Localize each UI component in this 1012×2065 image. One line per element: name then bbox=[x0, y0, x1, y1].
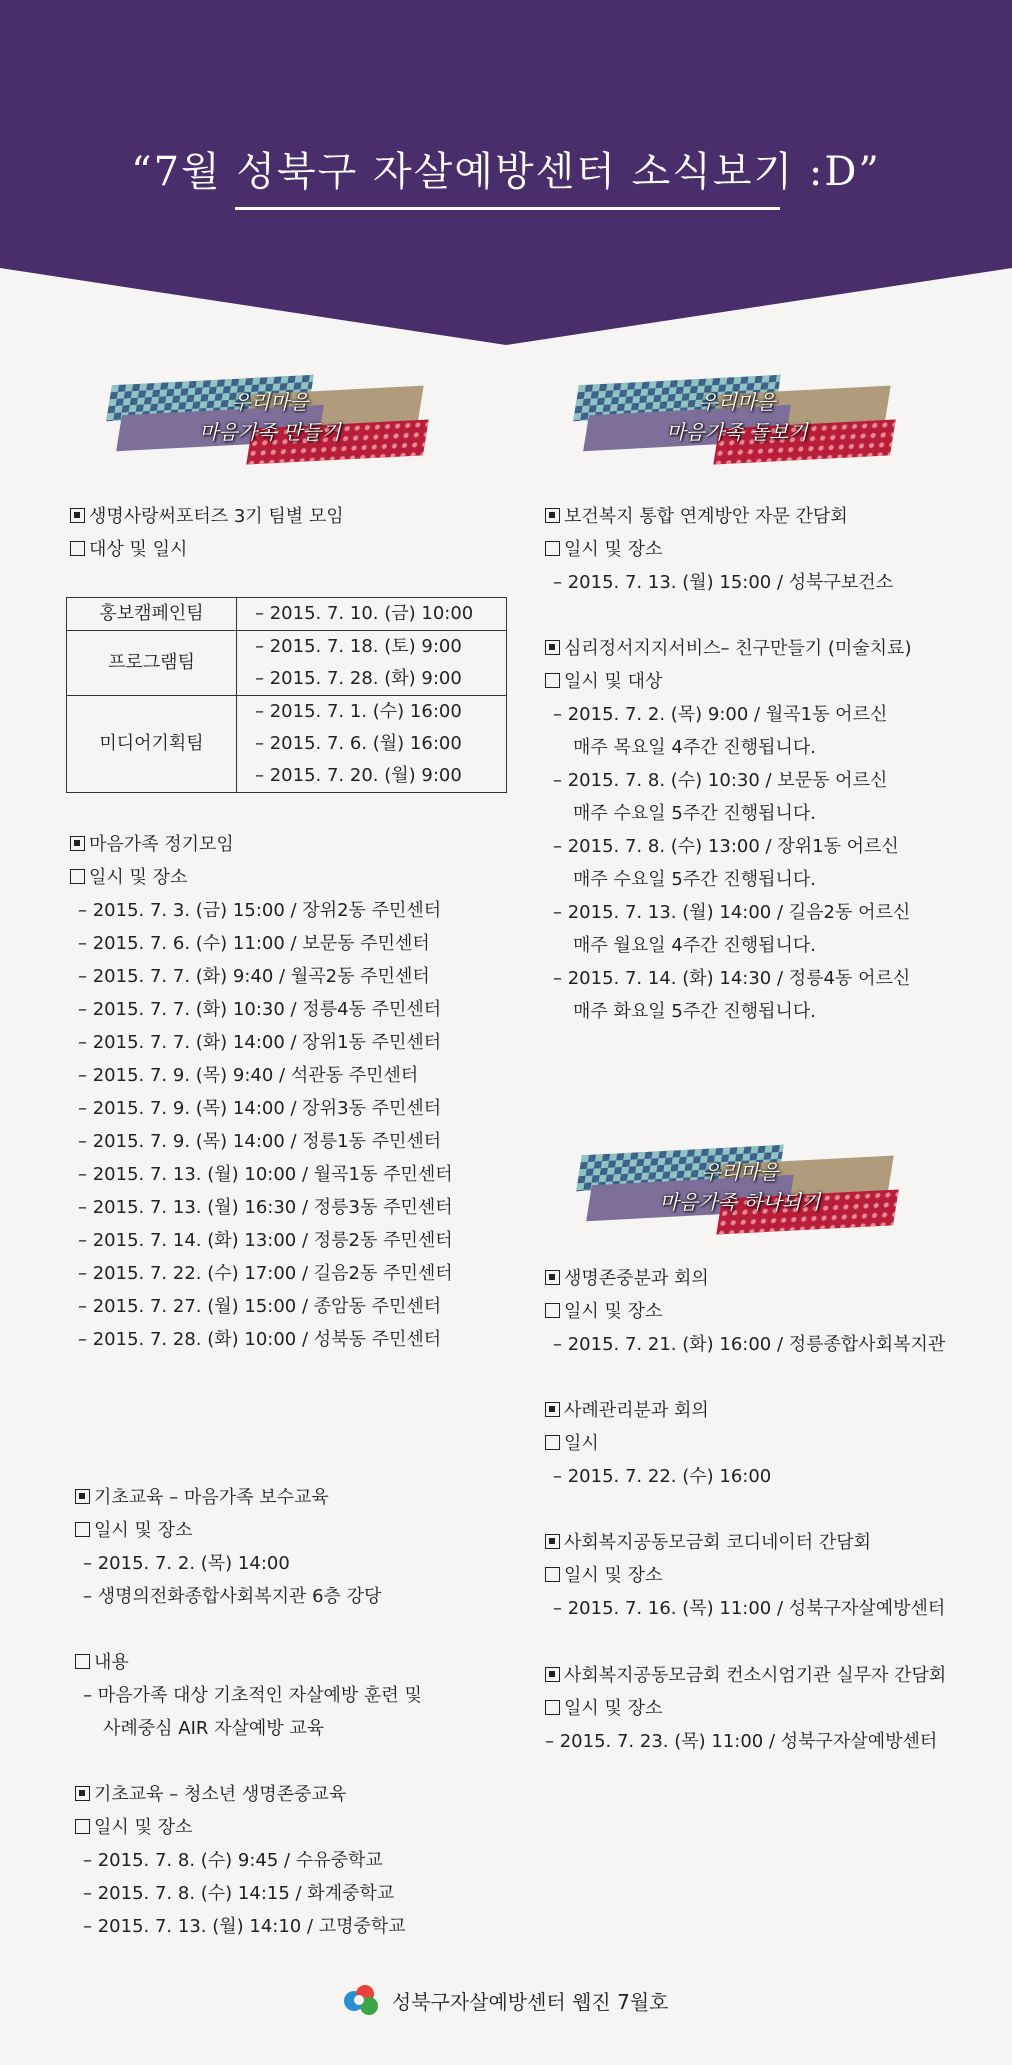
filled-square-icon bbox=[545, 1402, 560, 1417]
list-item: – 2015. 7. 27. (월) 15:00 / 종암동 주민센터 bbox=[78, 1296, 442, 1317]
section-sub: 내용 bbox=[94, 1652, 129, 1673]
page-title: “7월 성북구 자살예방센터 소식보기 :D” bbox=[131, 149, 881, 195]
section-refresher-training bbox=[75, 1481, 422, 1745]
header-banner bbox=[0, 0, 1012, 345]
filled-square-icon bbox=[75, 1489, 90, 1504]
ribbon-make bbox=[100, 372, 440, 472]
ribbon-line2: 마음가족 만들기 bbox=[199, 420, 341, 444]
section-sub: 대상 및 일시 bbox=[89, 539, 188, 560]
filled-square-icon bbox=[545, 1270, 560, 1285]
team-date: – 2015. 7. 18. (토) 9:00 bbox=[255, 636, 462, 657]
table-row bbox=[67, 631, 507, 696]
filled-square-icon bbox=[545, 640, 560, 655]
ribbon-care bbox=[567, 372, 907, 472]
list-item: – 2015. 7. 9. (목) 14:00 / 정릉1동 주민센터 bbox=[78, 1131, 442, 1152]
list-item-note: 매주 화요일 5주간 진행됩니다. bbox=[573, 1001, 816, 1022]
team-date: – 2015. 7. 10. (금) 10:00 bbox=[255, 603, 474, 624]
square-icon bbox=[545, 673, 560, 688]
square-icon bbox=[545, 1303, 560, 1318]
content-line: – 마음가족 대상 기초적인 자살예방 훈련 및 bbox=[83, 1685, 422, 1706]
title-underline bbox=[235, 207, 780, 210]
list-item: – 2015. 7. 8. (수) 9:45 / 수유중학교 bbox=[83, 1850, 383, 1871]
team-name: 홍보캠페인팀 bbox=[67, 598, 237, 631]
section-sub: 일시 및 장소 bbox=[94, 1520, 193, 1541]
team-name: 프로그램팀 bbox=[67, 631, 237, 696]
section-title: 심리정서지지서비스– 친구만들기 (미술치료) bbox=[564, 638, 912, 659]
list-item: – 2015. 7. 9. (목) 9:40 / 석관동 주민센터 bbox=[78, 1065, 419, 1086]
list-item: – 2015. 7. 6. (수) 11:00 / 보문동 주민센터 bbox=[78, 933, 430, 954]
ribbon-line1: 우리마을 bbox=[231, 390, 309, 414]
footer bbox=[0, 1985, 1012, 2015]
list-item: – 2015. 7. 22. (수) 16:00 bbox=[553, 1466, 772, 1487]
ribbon-line1: 우리마을 bbox=[701, 1160, 779, 1184]
section-youth-training bbox=[75, 1778, 406, 1943]
list-item: – 2015. 7. 13. (월) 14:00 / 길음2동 어르신 bbox=[553, 902, 911, 923]
list-item-note: 매주 월요일 4주간 진행됩니다. bbox=[573, 935, 816, 956]
list-item: – 2015. 7. 14. (화) 13:00 / 정릉2동 주민센터 bbox=[78, 1230, 453, 1251]
square-icon bbox=[545, 541, 560, 556]
ribbon-line2: 마음가족 하나되기 bbox=[659, 1190, 821, 1214]
list-item: – 2015. 7. 13. (월) 14:10 / 고명중학교 bbox=[83, 1916, 406, 1937]
section-title: 사회복지공동모금회 코디네이터 간담회 bbox=[564, 1532, 872, 1553]
list-item: – 생명의전화종합사회복지관 6층 강당 bbox=[83, 1586, 382, 1607]
section-sub: 일시 및 장소 bbox=[564, 1565, 663, 1586]
section-title: 사례관리분과 회의 bbox=[564, 1400, 709, 1421]
filled-square-icon bbox=[545, 1534, 560, 1549]
filled-square-icon bbox=[545, 508, 560, 523]
section-life-respect-meeting bbox=[545, 1262, 945, 1361]
square-icon bbox=[75, 1654, 90, 1669]
section-title: 생명사랑써포터즈 3기 팀별 모임 bbox=[89, 506, 344, 527]
table-row bbox=[67, 598, 507, 631]
list-item: – 2015. 7. 7. (화) 9:40 / 월곡2동 주민센터 bbox=[78, 966, 430, 987]
team-date: – 2015. 7. 6. (월) 16:00 bbox=[255, 733, 462, 754]
section-consortium-meeting bbox=[545, 1659, 946, 1758]
section-sub: 일시 및 장소 bbox=[564, 1698, 663, 1719]
square-icon bbox=[545, 1567, 560, 1582]
list-item: – 2015. 7. 7. (화) 14:00 / 장위1동 주민센터 bbox=[78, 1032, 442, 1053]
square-icon bbox=[70, 541, 85, 556]
section-title: 마음가족 정기모임 bbox=[89, 834, 234, 855]
list-item: – 2015. 7. 21. (화) 16:00 / 정릉종합사회복지관 bbox=[553, 1334, 946, 1355]
section-advisory-meeting bbox=[545, 500, 893, 599]
filled-square-icon bbox=[75, 1786, 90, 1801]
list-item: – 2015. 7. 3. (금) 15:00 / 장위2동 주민센터 bbox=[78, 900, 442, 921]
section-supporters bbox=[70, 500, 344, 566]
list-item: – 2015. 7. 16. (목) 11:00 / 성북구자살예방센터 bbox=[553, 1598, 946, 1619]
team-name: 미디어기획팀 bbox=[67, 696, 237, 793]
list-item: – 2015. 7. 28. (화) 10:00 / 성북동 주민센터 bbox=[78, 1329, 442, 1350]
list-item: – 2015. 7. 23. (목) 11:00 / 성북구자살예방센터 bbox=[545, 1731, 938, 1752]
list-item-note: 매주 수요일 5주간 진행됩니다. bbox=[573, 869, 816, 890]
list-item: – 2015. 7. 7. (화) 10:30 / 정릉4동 주민센터 bbox=[78, 999, 442, 1020]
team-date: – 2015. 7. 28. (화) 9:00 bbox=[255, 668, 462, 689]
content-line: 사례중심 AIR 자살예방 교육 bbox=[103, 1718, 325, 1739]
section-title: 기초교육 – 마음가족 보수교육 bbox=[94, 1487, 329, 1508]
section-title: 사회복지공동모금회 컨소시엄기관 실무자 간담회 bbox=[564, 1665, 947, 1686]
section-regular-meeting bbox=[70, 828, 453, 1356]
list-item: – 2015. 7. 14. (화) 14:30 / 정릉4동 어르신 bbox=[553, 968, 911, 989]
section-sub: 일시 및 장소 bbox=[564, 539, 663, 560]
ribbon-unite bbox=[570, 1142, 910, 1242]
section-case-management-meeting bbox=[545, 1394, 771, 1493]
section-sub: 일시 및 장소 bbox=[564, 1301, 663, 1322]
ribbon-line1: 우리마을 bbox=[698, 390, 776, 414]
list-item-note: 매주 목요일 4주간 진행됩니다. bbox=[573, 737, 816, 758]
section-sub: 일시 bbox=[564, 1433, 599, 1454]
section-title: 기초교육 – 청소년 생명존중교육 bbox=[94, 1784, 347, 1805]
list-item: – 2015. 7. 9. (목) 14:00 / 장위3동 주민센터 bbox=[78, 1098, 442, 1119]
list-item: – 2015. 7. 13. (월) 16:30 / 정릉3동 주민센터 bbox=[78, 1197, 453, 1218]
section-sub: 일시 및 장소 bbox=[89, 867, 188, 888]
list-item: – 2015. 7. 2. (목) 14:00 bbox=[83, 1553, 290, 1574]
list-item: – 2015. 7. 2. (목) 9:00 / 월곡1동 어르신 bbox=[553, 704, 888, 725]
table-row bbox=[67, 696, 507, 793]
section-art-therapy bbox=[545, 632, 911, 1028]
list-item: – 2015. 7. 22. (수) 17:00 / 길음2동 주민센터 bbox=[78, 1263, 453, 1284]
section-title: 보건복지 통합 연계방안 자문 간담회 bbox=[564, 506, 848, 527]
team-schedule-table bbox=[66, 597, 507, 793]
team-date: – 2015. 7. 1. (수) 16:00 bbox=[255, 701, 462, 722]
center-logo-icon bbox=[344, 1985, 380, 2015]
team-date: – 2015. 7. 20. (월) 9:00 bbox=[255, 765, 462, 786]
filled-square-icon bbox=[70, 508, 85, 523]
section-title: 생명존중분과 회의 bbox=[564, 1268, 709, 1289]
list-item: – 2015. 7. 13. (월) 15:00 / 성북구보건소 bbox=[553, 572, 894, 593]
square-icon bbox=[75, 1522, 90, 1537]
filled-square-icon bbox=[545, 1667, 560, 1682]
ribbon-line2: 마음가족 돌보기 bbox=[666, 420, 808, 444]
filled-square-icon bbox=[70, 836, 85, 851]
list-item: – 2015. 7. 13. (월) 10:00 / 월곡1동 주민센터 bbox=[78, 1164, 453, 1185]
section-sub: 일시 및 장소 bbox=[94, 1817, 193, 1838]
list-item: – 2015. 7. 8. (수) 14:15 / 화계중학교 bbox=[83, 1883, 395, 1904]
section-sub: 일시 및 대상 bbox=[564, 671, 663, 692]
square-icon bbox=[75, 1819, 90, 1834]
footer-text: 성북구자살예방센터 웹진 7월호 bbox=[391, 1990, 669, 2014]
list-item: – 2015. 7. 8. (수) 10:30 / 보문동 어르신 bbox=[553, 770, 888, 791]
list-item: – 2015. 7. 8. (수) 13:00 / 장위1동 어르신 bbox=[553, 836, 899, 857]
section-coordinator-meeting bbox=[545, 1526, 945, 1625]
square-icon bbox=[545, 1435, 560, 1450]
square-icon bbox=[545, 1700, 560, 1715]
list-item-note: 매주 수요일 5주간 진행됩니다. bbox=[573, 803, 816, 824]
square-icon bbox=[70, 869, 85, 884]
